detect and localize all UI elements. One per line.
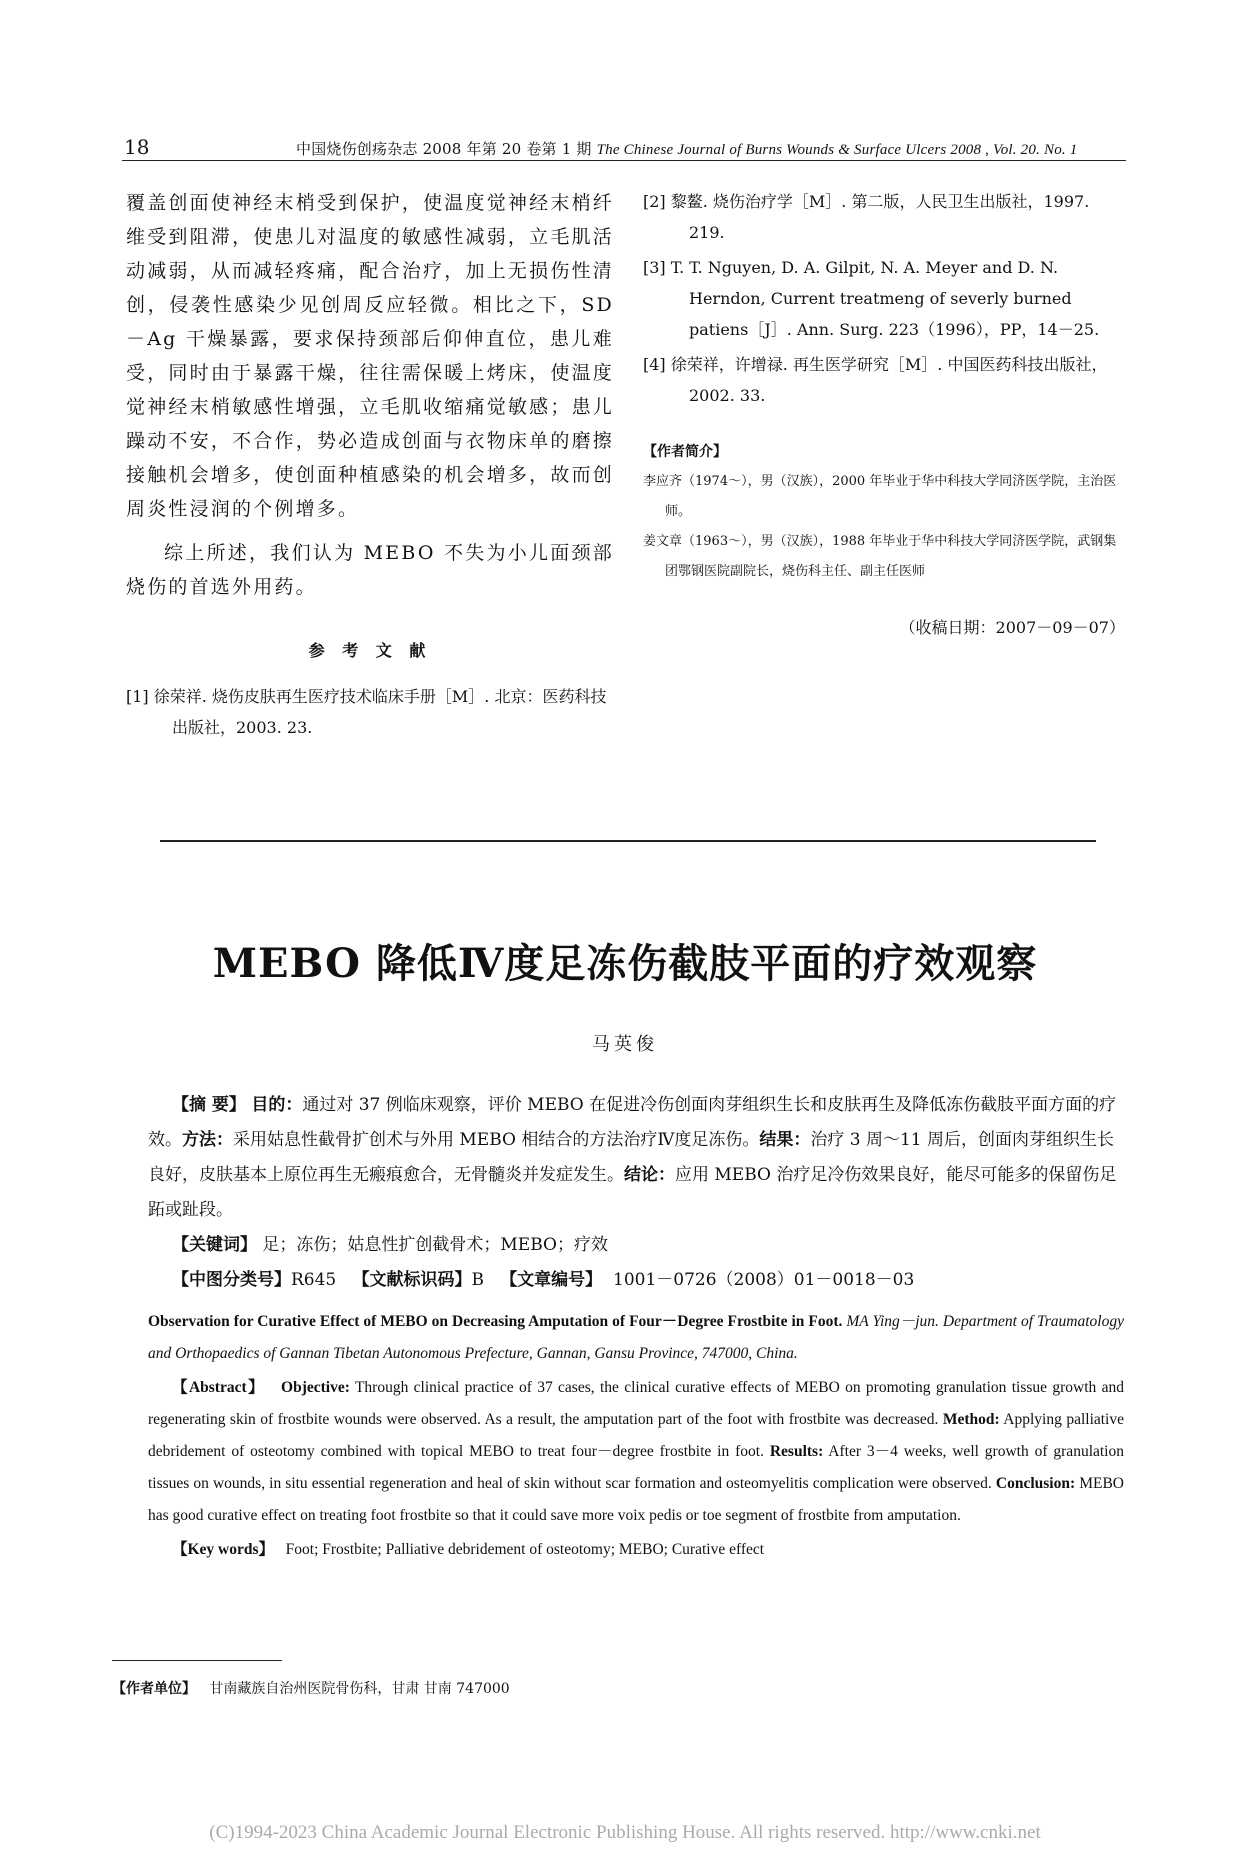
- en-results-text: After 3－4 weeks, well growth of granulation tissues on wounds, in situ essential regeneration and heal of skin without scar formation and osteomyelitis complication were observed.: [148, 1443, 1124, 1492]
- doc-code-label: 【文献标识码】: [352, 1270, 472, 1290]
- abstract-label: 【摘 要】: [172, 1095, 246, 1115]
- en-objective-label: Objective:: [281, 1379, 350, 1396]
- received-date: （收稿日期：2007－09－07）: [899, 618, 1125, 637]
- journal-name-en: The Chinese Journal of Burns Wounds & Surface Ulcers 2008 , Vol. 20. No. 1: [596, 142, 1078, 158]
- classification-line: [148, 1263, 1126, 1298]
- author-bio-heading: 【作者简介】: [643, 444, 727, 460]
- references-heading: 参 考 文 献: [308, 641, 432, 660]
- en-affiliation: MA Ying－jun. Department of Traumatology and Orthopaedics of Gannan Tibetan Autonomous Prefecture, Gannan, Gansu Province, 747000, China.: [148, 1313, 1124, 1362]
- en-method-label: Method:: [942, 1411, 1000, 1428]
- en-method-text: Applying palliative debridement of osteotomy combined with topical MEBO to treat four－degree frostbite in foot.: [148, 1411, 1124, 1460]
- abstract-cn-body: [148, 1088, 1126, 1228]
- en-conclusion-text: MEBO has good curative effect on treating foot frostbite so that it could save more voix pedis or toe segment of frostbite from amputation.: [148, 1475, 1125, 1524]
- keywords-text: 足；冻伤；姑息性扩创截骨术；MEBO；疗效: [262, 1235, 608, 1255]
- body-paragraph: 覆盖创面使神经末梢受到保护，使温度觉神经末梢纤维受到阻滞，使患儿对温度的敏感性减弱，立毛肌活动减弱，从而减轻疼痛，配合治疗，加上无损伤性清创，侵袭性感染少见创周反应轻微。相比之下，SD－Ag 干燥暴露，要求保持颈部后仰伸直位，患儿难受，同时由于暴露干燥，往往需保暖上烤床，使温度觉神经末梢敏感性增强，立毛肌收缩痛觉敏感；患儿躁动不安，不合作，势必造成创面与衣物床单的磨擦接触机会增多，使创面种植感染的机会增多，故而创周炎性浸润的个例增多。: [126, 192, 614, 520]
- en-title-block: [148, 1306, 1124, 1370]
- reference-item: [1] 徐荣祥. 烧伤皮肤再生医疗技术临床手册［M］. 北京：医药科技出版社，2003. 23.: [126, 687, 607, 737]
- objective-text: 通过对 37 例临床观察，评价 MEBO 在促进冷伤创面肉芽组织生长和皮肤再生及降低冻伤截肢平面方面的疗效。: [148, 1095, 1117, 1150]
- footnote-label: 【作者单位】: [112, 1681, 196, 1697]
- abstract-en: [148, 1306, 1124, 1566]
- reference-item: [4] 徐荣祥，许增禄. 再生医学研究［M］. 中国医药科技出版社，2002. 33.: [643, 355, 1108, 405]
- objective-label: 目的：: [251, 1095, 303, 1115]
- method-text: 采用姑息性截骨扩创术与外用 MEBO 相结合的方法治疗Ⅳ度足冻伤。: [233, 1130, 760, 1150]
- body-paragraph: 综上所述，我们认为 MEBO 不失为小儿面颈部烧伤的首选外用药。: [126, 542, 614, 598]
- journal-name-cn: 中国烧伤创疡杂志 2008 年第 20 卷第 1 期: [296, 140, 592, 158]
- en-title: Observation for Curative Effect of MEBO on Decreasing Amputation of Four－Degree Frostbite in Foot.: [148, 1313, 843, 1330]
- article-no-value: 1001－0726（2008）01－0018－03: [613, 1270, 915, 1290]
- author-bio: 李应齐（1974～），男（汉族），2000 年毕业于华中科技大学同济医学院，主治医师。: [643, 474, 1117, 519]
- en-keywords: [148, 1534, 1124, 1566]
- method-label: 方法：: [182, 1130, 233, 1150]
- page-number: 18: [124, 135, 150, 159]
- footnote-rule: [112, 1660, 282, 1661]
- left-column: [126, 186, 614, 747]
- abstract-cn: [148, 1088, 1126, 1298]
- keywords-cn: [148, 1228, 1126, 1263]
- results-text: 治疗 3 周～11 周后，创面肉芽组织生长良好，皮肤基本上原位再生无瘢痕愈合，无骨髓炎并发症发生。: [148, 1130, 1115, 1185]
- reference-item: [3] T. T. Nguyen, D. A. Gilpit, N. A. Meyer and D. N. Herndon, Current treatmeng of severly burned patiens［J］. Ann. Surg. 223（1996），PP，14－25.: [643, 258, 1100, 339]
- results-label: 结果：: [759, 1130, 811, 1150]
- article-no-label: 【文章编号】: [500, 1270, 603, 1290]
- en-results-label: Results:: [769, 1443, 824, 1460]
- en-keywords-label: 【Key words】: [172, 1541, 275, 1558]
- article-author: 马英俊: [592, 1034, 658, 1055]
- conclusion-text: 应用 MEBO 治疗足冷伤效果良好，能尽可能多的保留伤足跖或趾段。: [148, 1165, 1117, 1220]
- reference-item: [2] 黎鳌. 烧伤治疗学［M］. 第二版，人民卫生出版社，1997. 219.: [643, 192, 1090, 242]
- en-objective-text: Through clinical practice of 37 cases, the clinical curative effects of MEBO on promoting granulation tissue growth and regenerating skin of frostbite wounds were observed. As a result, the amputation part of the foot with frostbite was decreased.: [148, 1379, 1124, 1428]
- en-abstract-body: [148, 1372, 1124, 1532]
- right-column: [643, 186, 1125, 638]
- author-bio: 姜文章（1963～），男（汉族），1988 年毕业于华中科技大学同济医学院，武钢集团鄂钢医院副院长，烧伤科主任、副主任医师: [643, 534, 1117, 579]
- running-header: [296, 138, 1078, 159]
- footnote: [112, 1678, 510, 1698]
- en-keywords-text: Foot; Frostbite; Palliative debridement of osteotomy; MEBO; Curative effect: [285, 1541, 765, 1558]
- footnote-text: 甘南藏族自治州医院骨伤科，甘肃 甘南 747000: [209, 1681, 510, 1697]
- copyright-watermark: (C)1994-2023 China Academic Journal Electronic Publishing House. All rights reserved. http://www.cnki.net: [209, 1822, 1041, 1843]
- article-title: MEBO 降低Ⅳ度足冻伤截肢平面的疗效观察: [212, 940, 1038, 987]
- doc-code-value: B: [471, 1270, 484, 1290]
- clc-value: R645: [291, 1270, 337, 1290]
- en-conclusion-label: Conclusion:: [995, 1475, 1076, 1492]
- en-abstract-label: 【Abstract】: [172, 1379, 266, 1396]
- header-rule: [122, 160, 1126, 161]
- clc-label: 【中图分类号】: [172, 1270, 291, 1290]
- conclusion-label: 结论：: [624, 1165, 675, 1185]
- keywords-label: 【关键词】: [172, 1235, 257, 1255]
- article-separator: [160, 840, 1096, 842]
